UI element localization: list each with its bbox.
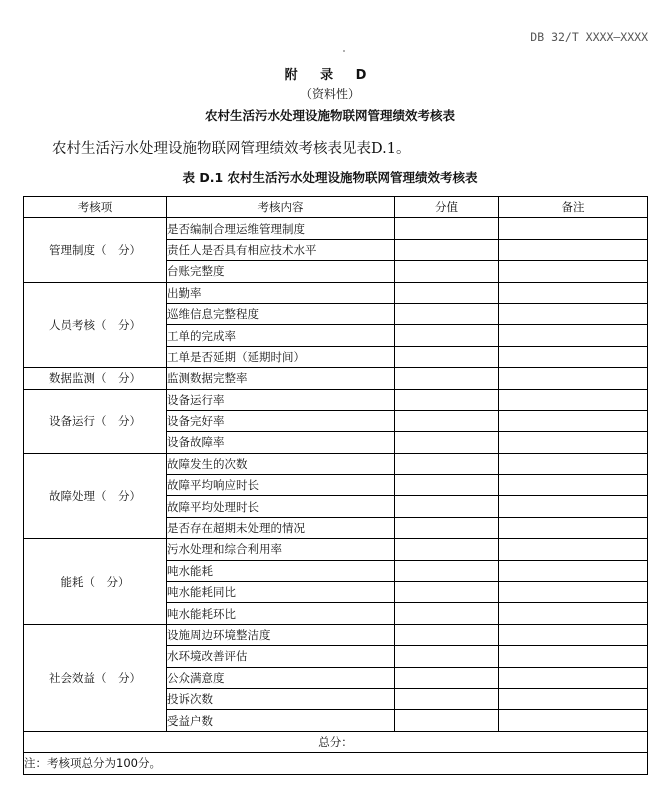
intro-paragraph: 农村生活污水处理设施物联网管理绩效考核表见表D.1。 (52, 141, 411, 157)
content-cell: 设备运行率 (167, 389, 395, 410)
category-cell: 故障处理（ 分） (24, 453, 167, 539)
score-cell[interactable] (395, 368, 499, 389)
page-dot (343, 50, 345, 52)
remark-cell[interactable] (499, 624, 648, 645)
header-score: 分值 (395, 197, 499, 218)
remark-cell[interactable] (499, 710, 648, 731)
appendix-title: 附 录 D (284, 68, 376, 83)
score-cell[interactable] (395, 539, 499, 560)
content-cell: 公众满意度 (167, 667, 395, 688)
assessment-table (23, 196, 648, 775)
total-score-label: 总分： (24, 731, 648, 752)
total-row (24, 731, 648, 752)
category-cell: 管理制度（ 分） (24, 218, 167, 282)
header-remark: 备注 (499, 197, 648, 218)
content-cell: 工单的完成率 (167, 325, 395, 346)
remark-cell[interactable] (499, 603, 648, 624)
content-cell: 监测数据完整率 (167, 368, 395, 389)
content-cell: 污水处理和综合利用率 (167, 539, 395, 560)
table-row (24, 389, 648, 410)
content-cell: 责任人是否具有相应技术水平 (167, 239, 395, 260)
document-code: DB 32/T XXXX—XXXX (530, 30, 648, 44)
score-cell[interactable] (395, 261, 499, 282)
note-row (24, 753, 648, 774)
header-category: 考核项 (24, 197, 167, 218)
remark-cell[interactable] (499, 239, 648, 260)
remark-cell[interactable] (499, 346, 648, 367)
category-cell: 社会效益（ 分） (24, 624, 167, 731)
remark-cell[interactable] (499, 325, 648, 346)
content-cell: 吨水能耗环比 (167, 603, 395, 624)
score-cell[interactable] (395, 346, 499, 367)
table-header-row (24, 197, 648, 218)
score-cell[interactable] (395, 282, 499, 303)
table-body (24, 218, 648, 731)
content-cell: 水环境改善评估 (167, 646, 395, 667)
score-cell[interactable] (395, 218, 499, 239)
remark-cell[interactable] (499, 282, 648, 303)
content-cell: 工单是否延期（延期时间） (167, 346, 395, 367)
category-cell: 人员考核（ 分） (24, 282, 167, 368)
score-cell[interactable] (395, 325, 499, 346)
score-cell[interactable] (395, 475, 499, 496)
content-cell: 故障发生的次数 (167, 453, 395, 474)
content-cell: 台账完整度 (167, 261, 395, 282)
remark-cell[interactable] (499, 368, 648, 389)
score-cell[interactable] (395, 389, 499, 410)
score-cell[interactable] (395, 517, 499, 538)
content-cell: 是否编制合理运维管理制度 (167, 218, 395, 239)
score-cell[interactable] (395, 710, 499, 731)
category-cell: 能耗（ 分） (24, 539, 167, 625)
content-cell: 吨水能耗同比 (167, 582, 395, 603)
remark-cell[interactable] (499, 539, 648, 560)
content-cell: 投诉次数 (167, 688, 395, 709)
score-cell[interactable] (395, 410, 499, 431)
table-row (24, 218, 648, 239)
content-cell: 是否存在超期未处理的情况 (167, 517, 395, 538)
category-cell: 设备运行（ 分） (24, 389, 167, 453)
content-cell: 设备故障率 (167, 432, 395, 453)
score-cell[interactable] (395, 667, 499, 688)
content-cell: 故障平均响应时长 (167, 475, 395, 496)
content-cell: 受益户数 (167, 710, 395, 731)
remark-cell[interactable] (499, 261, 648, 282)
score-cell[interactable] (395, 303, 499, 324)
remark-cell[interactable] (499, 667, 648, 688)
remark-cell[interactable] (499, 688, 648, 709)
remark-cell[interactable] (499, 389, 648, 410)
table-caption: 表 D.1 农村生活污水处理设施物联网管理绩效考核表 (182, 170, 478, 185)
remark-cell[interactable] (499, 303, 648, 324)
score-cell[interactable] (395, 432, 499, 453)
score-cell[interactable] (395, 560, 499, 581)
content-cell: 吨水能耗 (167, 560, 395, 581)
remark-cell[interactable] (499, 646, 648, 667)
score-cell[interactable] (395, 582, 499, 603)
appendix-name: 农村生活污水处理设施物联网管理绩效考核表 (204, 108, 455, 123)
remark-cell[interactable] (499, 410, 648, 431)
table-row (24, 453, 648, 474)
score-cell[interactable] (395, 688, 499, 709)
remark-cell[interactable] (499, 453, 648, 474)
score-cell[interactable] (395, 624, 499, 645)
header-content: 考核内容 (167, 197, 395, 218)
table-row (24, 368, 648, 389)
category-cell: 数据监测（ 分） (24, 368, 167, 389)
content-cell: 设施周边环境整洁度 (167, 624, 395, 645)
content-cell: 故障平均处理时长 (167, 496, 395, 517)
content-cell: 出勤率 (167, 282, 395, 303)
remark-cell[interactable] (499, 560, 648, 581)
remark-cell[interactable] (499, 582, 648, 603)
score-cell[interactable] (395, 496, 499, 517)
score-cell[interactable] (395, 603, 499, 624)
content-cell: 巡维信息完整程度 (167, 303, 395, 324)
table-row (24, 282, 648, 303)
table-note: 注：考核项总分为100分。 (24, 753, 648, 774)
score-cell[interactable] (395, 646, 499, 667)
remark-cell[interactable] (499, 218, 648, 239)
table-row (24, 624, 648, 645)
score-cell[interactable] (395, 453, 499, 474)
table-row (24, 539, 648, 560)
remark-cell[interactable] (499, 432, 648, 453)
score-cell[interactable] (395, 239, 499, 260)
content-cell: 设备完好率 (167, 410, 395, 431)
remark-cell[interactable] (499, 517, 648, 538)
appendix-type: （资料性） (299, 87, 360, 101)
remark-cell[interactable] (499, 475, 648, 496)
remark-cell[interactable] (499, 496, 648, 517)
